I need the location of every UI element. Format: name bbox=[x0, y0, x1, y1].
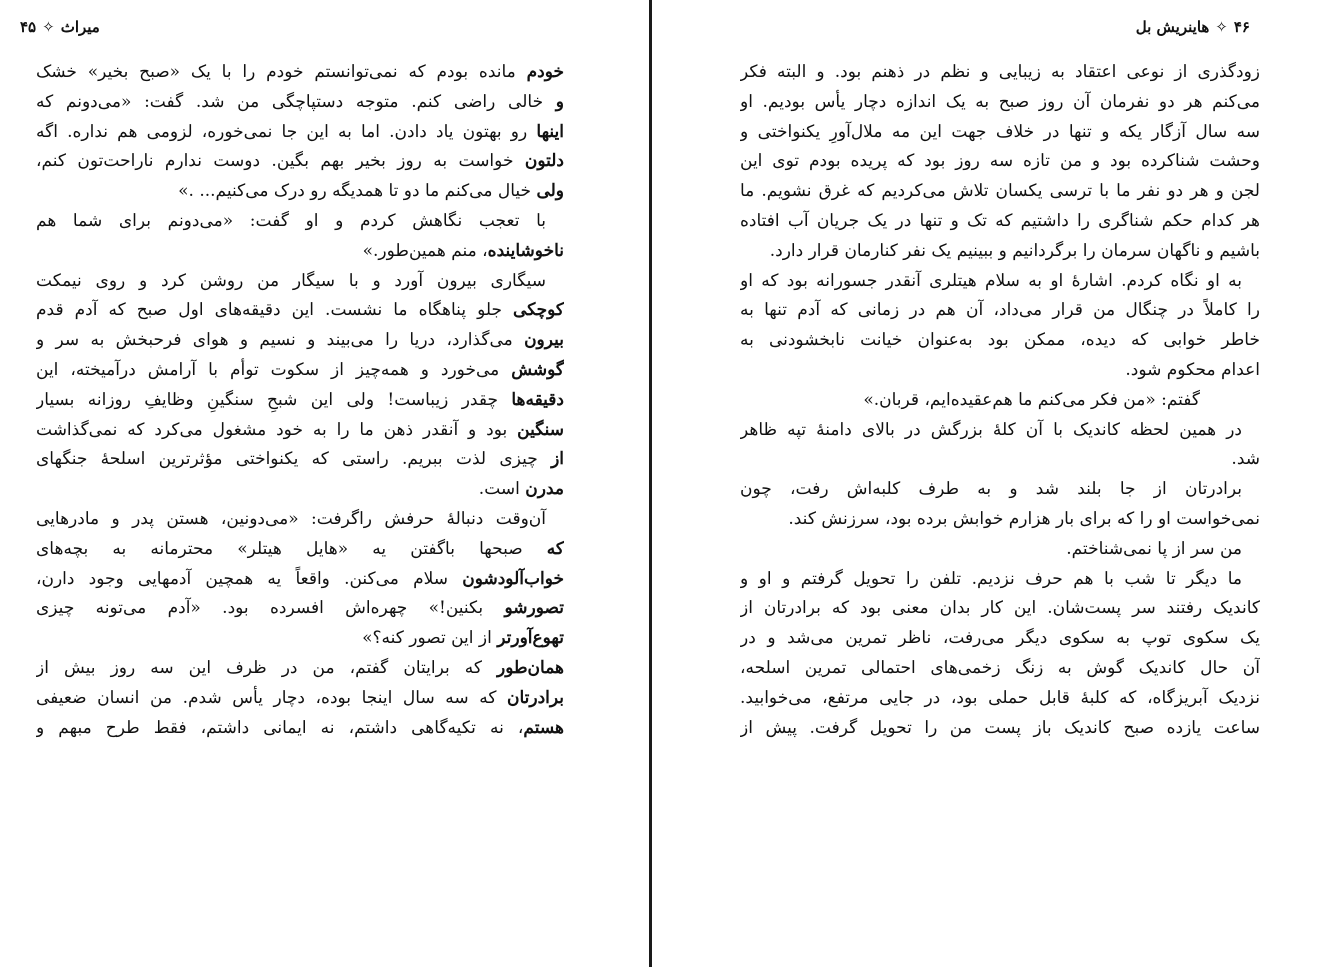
left-header-page-number: ۴۵ bbox=[20, 18, 37, 36]
text-line: آن حال کاندیک گوش به زنگ زخمی‌های احتمالی تمرین اسلحه، bbox=[740, 657, 1260, 678]
text-line: گفتم: «من فکر می‌کنم ما هم‌عقیده‌ایم، قربان.» bbox=[863, 389, 1200, 410]
right-header-title: هاینریش بل bbox=[1135, 18, 1210, 36]
text-line: لجن و هر دو نفر ما با ترسی یکسان تلاش می‌کردیم که غرق نشویم. ما bbox=[740, 181, 1260, 202]
right-header-page-number: ۴۶ bbox=[1233, 18, 1250, 36]
left-page-text bbox=[36, 58, 564, 743]
text-line: سه سال آزگار یکه و تنها در خلاف جهت این مه ملال‌آورِ یکنواختی و bbox=[740, 121, 1260, 142]
left-page bbox=[0, 0, 650, 967]
text-line: گوشش می‌خورد و همه‌چیز از سکوت توأم با آرامش درآمیخته، این bbox=[36, 359, 564, 380]
text-line: دلتون خواست به روز بخیر بهم بگین. دوست ندارم ناراحت‌تون کنم، bbox=[36, 151, 564, 172]
text-line: به او نگاه کردم. اشارهٔ او به سلام هیتلری آنقدر جسورانه بود که او bbox=[740, 270, 1242, 291]
text-line: یک سکوی توپ به سکوی دیگر می‌رفت، ناظر تمرین می‌شد و در bbox=[740, 628, 1260, 649]
right-page-text bbox=[740, 58, 1260, 743]
left-header-separator-icon: ✧ bbox=[42, 18, 55, 36]
text-line: شد. bbox=[1231, 449, 1260, 470]
text-line: اینها رو بهتون یاد دادن. اما به این جا نمی‌خوره، لزومی هم نداره. اگه bbox=[36, 121, 564, 142]
text-line: اعدام محکوم شود. bbox=[1125, 359, 1260, 380]
text-line: سیگاری بیرون آورد و با سیگار من روشن کرد و روی نیمکت bbox=[36, 270, 546, 291]
text-line: کاندیک رفتند سر پست‌شان. این کار بدان معنی بود که برادرتان از bbox=[740, 598, 1260, 619]
text-line: ناخوشاینده، منم همین‌طور.» bbox=[362, 240, 564, 261]
text-line: از چیزی لذت ببریم. راستی که یکنواختی مؤثرترین اسلحهٔ جنگهای bbox=[36, 449, 564, 470]
right-page bbox=[654, 0, 1324, 967]
left-header-title: میراث bbox=[60, 18, 100, 36]
right-page-header bbox=[1136, 18, 1250, 36]
text-line: بیرون می‌گذارد، دریا را می‌بیند و نسیم و هوای فرحبخش به سر و bbox=[36, 330, 564, 351]
text-line: خودم مانده بودم که نمی‌توانستم خودم را با یک «صبح بخیر» خشک bbox=[36, 62, 564, 82]
text-line: زودگذری از نوعی اعتقاد به زیبایی و نظم در ذهنم بود. و البته فکر bbox=[740, 62, 1260, 82]
text-line: ولی خیال می‌کنم ما دو تا همدیگه رو درک می‌کنیم... .» bbox=[178, 181, 564, 202]
text-line: نمی‌خواست او را که برای بار هزارم خوابش برده بود، سرزنش کند. bbox=[788, 508, 1260, 529]
right-header-separator-icon: ✧ bbox=[1215, 18, 1228, 36]
page-gutter-divider bbox=[649, 0, 652, 967]
text-line: برادرتان از جا بلند شد و به طرف کلبه‌اش رفت، چون bbox=[740, 479, 1242, 500]
text-line: تهوع‌آورتر از این تصور کنه؟» bbox=[362, 628, 564, 649]
text-line: خاطر خوابی که دیده، ممکن بود به‌عنوان خیانت نابخشودنی به bbox=[740, 330, 1260, 351]
text-line: که صبحها باگفتن یه «هایل هیتلر» محترمانه به بچه‌های bbox=[36, 538, 564, 559]
text-line: باشیم و ناگهان سرمان را برگردانیم و ببینیم یک نفر کنارمان قرار دارد. bbox=[769, 240, 1260, 261]
text-line: را کاملاً در چنگال من قرار می‌داد، آن هم در زمانی که آدم تنها به bbox=[740, 300, 1260, 321]
text-line: می‌کنم هر دو نفرمان آن روز صبح به یک اندازه دچار یأس بودیم. او bbox=[740, 91, 1260, 112]
text-line: هستم، نه تکیه‌گاهی داشتم، نه ایمانی داشتم، فقط طرح مبهم و bbox=[36, 717, 564, 738]
text-line: نزدیک آبریزگاه، که کلبهٔ قابل حملی بود، در جایی مرتفع، می‌خوابید. bbox=[740, 687, 1260, 708]
text-line: ما دیگر تا شب با هم حرف نزدیم. تلفن را تحویل گرفتم و او و bbox=[740, 568, 1242, 589]
text-line: کوچکی جلو پناهگاه ما نشست. این دقیقه‌های اول صبح که آدم قدم bbox=[36, 300, 564, 321]
text-line: تصورشو بکنین!» چهره‌اش افسرده بود. «آدم می‌تونه چیزی bbox=[36, 598, 564, 619]
text-line: برادرتان که سه سال اینجا بوده، دچار یأس شدم. من انسان ضعیفی bbox=[36, 687, 564, 708]
text-line: من سر از پا نمی‌شناختم. bbox=[1066, 538, 1242, 559]
text-line: دقیقه‌ها چقدر زیباست! ولی این شبحِ سنگینِ وظایفِ روزانه بسیار bbox=[36, 389, 564, 410]
text-line: آن‌وقت دنبالهٔ حرفش راگرفت: «می‌دونین، هستن پدر و مادرهایی bbox=[36, 508, 546, 529]
text-line: مدرن است. bbox=[478, 479, 564, 500]
text-line: و خالی راضی کنم. متوجه دستپاچگی من شد. گفت: «می‌دونم که bbox=[36, 91, 564, 112]
text-line: با تعجب نگاهش کردم و او گفت: «می‌دونم برای شما هم bbox=[36, 210, 546, 231]
text-line: سنگین بود و آنقدر ذهن ما را به خود مشغول می‌کرد که نمی‌گذاشت bbox=[36, 419, 564, 440]
text-line: وحشت شناکرده بود و من تازه سه روز بود که پریده بودم توی این bbox=[740, 151, 1260, 172]
text-line: هر کدام حکم شناگری را داشتیم که تک و تنها در یک جریان آب افتاده bbox=[740, 210, 1260, 231]
text-line: ساعت یازده صبح کاندیک باز پست من را تحویل گرفت. پیش از bbox=[740, 717, 1260, 738]
text-line: همان‌طور که برایتان گفتم، من در ظرف این سه روز بیش از bbox=[36, 657, 564, 678]
text-line: در همین لحظه کاندیک با آن کلهٔ بزرگش در بالای دامنهٔ تپه ظاهر bbox=[740, 419, 1242, 440]
text-line: خواب‌آلودشون سلام می‌کنن. واقعاً یه همچین آدمهایی وجود دارن، bbox=[36, 568, 564, 589]
left-page-header bbox=[20, 18, 614, 36]
